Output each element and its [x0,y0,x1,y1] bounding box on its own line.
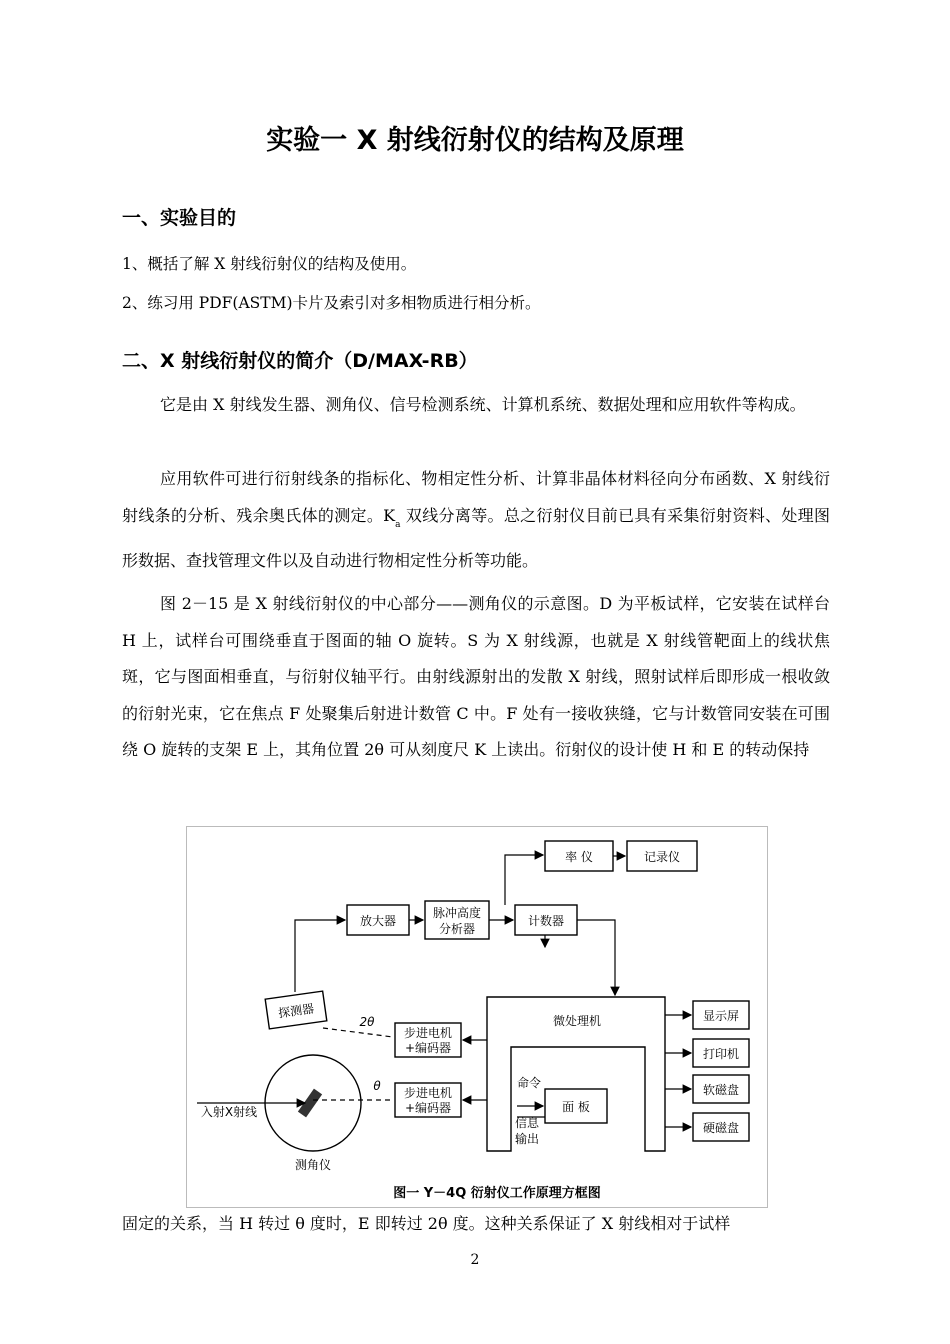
pha-label-line2: 分析器 [438,922,476,936]
motor-theta-label-line1: 步进电机 [403,1086,453,1100]
page-title: 实验一 X 射线衍射仪的结构及原理 [266,125,684,156]
motor-2theta-label-line1: 步进电机 [403,1026,453,1040]
amplifier-label: 放大器 [359,914,397,928]
info-label-line1: 信息 [514,1116,540,1130]
dash-line-2theta [323,1028,393,1037]
arrow-to-amplifier [295,920,345,992]
harddisk-label: 硬磁盘 [702,1121,740,1135]
two-theta-label: 2θ [359,1015,375,1029]
motor-theta-label-line2: +编码器 [404,1101,452,1115]
arrow-to-ratemeter [505,855,543,905]
command-label: 命令 [516,1076,542,1090]
arrow-to-cpu [577,920,615,995]
cpu-label: 微处理机 [552,1014,602,1028]
display-label: 显示屏 [702,1009,740,1023]
paragraph-software-part1: 应用软件可进行衍射线条的指标化、物相定性分析、计算非晶体材料径向分布函数、X 射线衍射线条的分析、残余奥氏体的测定。K [122,469,830,525]
counter-label: 计数器 [527,914,565,928]
figure-caption: 图一 Y－4Q 衍射仪工作原理方框图 [393,1186,601,1201]
goniometer-label: 测角仪 [294,1158,332,1172]
paragraph-software-part2: 双线分离等。总之衍射仪目前已具有采集衍射资料、处理图形数据、查找管理文件以及自动进行物相定性分析等功能。 [122,505,830,570]
block-diagram-figure [186,826,768,1208]
paragraph-composition: 它是由 X 射线发生器、测角仪、信号检测系统、计算机系统、数据处理和应用软件等构成。 [160,395,806,414]
section-heading-intro: 二、X 射线衍射仪的简介（D/MAX-RB） [122,350,478,372]
panel-label: 面 板 [562,1100,590,1114]
ratemeter-label: 率 仪 [565,850,593,864]
detector-label: 探测器 [277,1001,315,1021]
pha-label-line1: 脉冲高度 [432,906,482,920]
objective-item-1: 1、概括了解 X 射线衍射仪的结构及使用。 [122,255,417,273]
page-number: 2 [470,1252,480,1268]
paragraph-continuation: 固定的关系，当 H 转过 θ 度时，E 即转过 2θ 度。这种关系保证了 X 射线相对于试样 [122,1214,731,1233]
recorder-label: 记录仪 [643,850,681,864]
theta-label: θ [373,1079,381,1093]
incident-xray-label: 入射X射线 [200,1105,258,1119]
paragraph-software [122,461,830,580]
motor-2theta-label-line2: +编码器 [404,1041,452,1055]
objective-item-2: 2、练习用 PDF(ASTM)卡片及索引对多相物质进行相分析。 [122,294,541,312]
info-label-line2: 输出 [514,1132,540,1146]
block-diagram-svg [187,827,767,1207]
k-alpha-subscript: a [395,519,401,530]
floppy-label: 软磁盘 [702,1083,740,1097]
printer-label: 打印机 [702,1047,740,1061]
section-heading-objectives: 一、实验目的 [122,207,237,229]
paragraph-goniometer: 图 2－15 是 X 射线衍射仪的中心部分——测角仪的示意图。D 为平板试样，它安装在试样台 H 上，试样台可围绕垂直于图面的轴 O 旋转。S 为 X 射线源，也就是 X 射线管靶面上的线状焦斑，它与图面相垂直，与衍射仪轴平行。由射线源射出的发散 X 射线，照射试样后即形成一根收敛的衍射光束，它在焦点 F 处聚集后射进计数管 C 中。F 处有一接收狭缝，它与计数管同安装在可围绕 O 旋转的支架 E 上，其角位置 2θ 可从刻度尺 K 上读出。衍射仪的设计使 H 和 E 的转动保持 [122,594,830,759]
